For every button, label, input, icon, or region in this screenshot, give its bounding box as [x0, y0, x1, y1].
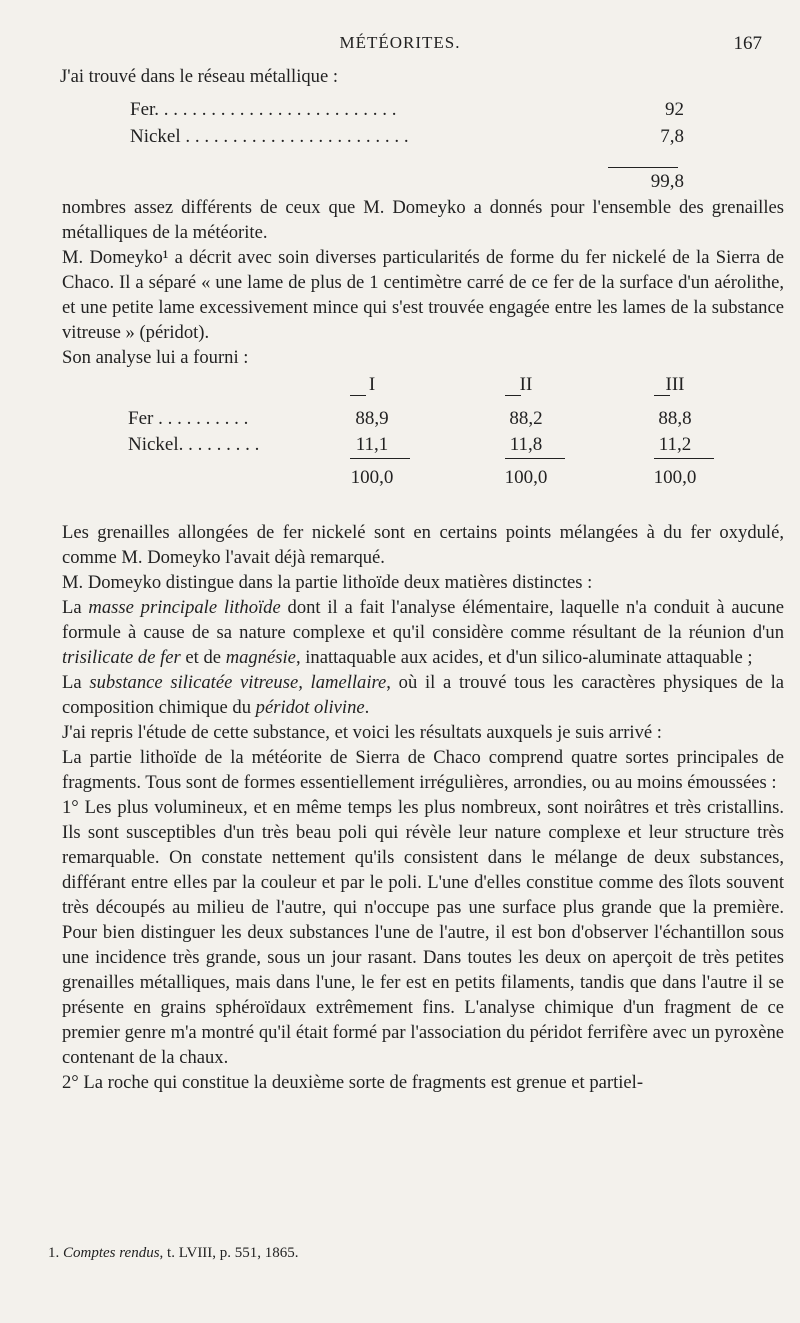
- footnote-citation: , t. LVIII, p. 551, 1865.: [159, 1245, 299, 1261]
- paragraph: [62, 245, 784, 345]
- row-value: 92: [665, 99, 684, 120]
- footnote: [48, 1245, 768, 1262]
- text-span: La: [62, 597, 89, 618]
- table-cell: 88,9: [355, 408, 389, 429]
- text-span: et de: [180, 647, 226, 668]
- italic-term: substance silicatée vitreuse, lamellaire: [89, 672, 387, 693]
- column-header: I: [368, 374, 376, 395]
- table-cell: 11,1: [355, 434, 389, 455]
- italic-term: trisilicate de fer: [62, 647, 181, 668]
- column-header: III: [665, 374, 685, 395]
- total-cell: 100,0: [504, 467, 548, 488]
- sum-rule: [654, 458, 714, 459]
- footnote-mark: 1.: [48, 1245, 60, 1261]
- page-body: [62, 64, 784, 1095]
- table-cell: 11,2: [658, 434, 692, 455]
- text-span: , inattaquable aux acides, et d'un silico-aluminate attaquable ;: [295, 647, 753, 668]
- table-cell: 11,8: [509, 434, 543, 455]
- table-row: [130, 124, 684, 149]
- running-header: [0, 33, 800, 59]
- header-underline: [654, 395, 670, 396]
- paragraph: Les grenailles allongées de fer nickelé sont en certains points mélangées à du fer oxydulé, comme M. Domeyko l'avait déjà remarqué.: [62, 522, 784, 568]
- paragraph: M. Domeyko distingue dans la partie lithoïde deux matières distinctes :: [62, 572, 593, 593]
- text-span: .: [364, 697, 370, 718]
- header-underline: [505, 395, 521, 396]
- paragraph: [62, 670, 784, 720]
- text-span: La: [62, 672, 90, 693]
- page-number: 167: [733, 33, 762, 54]
- italic-term: péridot olivine: [255, 697, 365, 718]
- metal-analysis-table: [62, 97, 784, 195]
- row-label: Fer. . . . . . . . . . . . . . . . . . . . . . . . . .: [130, 99, 397, 120]
- row-label: Fer . . . . . . . . . .: [128, 408, 249, 429]
- italic-term: masse principale lithoïde: [88, 597, 281, 618]
- running-title: MÉTÉORITES.: [339, 33, 461, 52]
- table-cell: 88,2: [509, 408, 543, 429]
- sum-rule: [608, 167, 678, 168]
- sum-rule: [505, 458, 565, 459]
- paragraph-text: M. Domeyko¹ a décrit avec soin diverses particularités de forme du fer nickelé de la Sierra de Chaco. Il a séparé « une lame de plus de 1 centimètre carré de ce fer de la surface d'un aérolithe, et une petite lame excessivement mince qui s'est trouvée engagée entre les lames de la substance vitreuse » (péridot).: [62, 247, 784, 343]
- paragraph: [62, 595, 784, 670]
- row-label: Nickel . . . . . . . . . . . . . . . . . . . . . . . .: [130, 126, 409, 147]
- domeyko-analysis-table: [62, 372, 784, 520]
- paragraph: La partie lithoïde de la météorite de Sierra de Chaco comprend quatre sortes principales de fragments. Tous sont de formes essentiellement irrégulières, arrondies, ou au moins émoussées :: [62, 747, 784, 793]
- row-label: Nickel. . . . . . . . .: [128, 434, 260, 455]
- total-cell: 100,0: [653, 467, 697, 488]
- italic-term: magnésie: [225, 647, 296, 668]
- text-span: , où il a trouvé tous les caractères physiques de la composition chimique du: [62, 672, 784, 718]
- paragraph: nombres assez différents de ceux que M. Domeyko a donnés pour l'ensemble des grenailles métalliques de la météorite.: [62, 197, 784, 243]
- paragraph: 1° Les plus volumineux, et en même temps les plus nombreux, sont noirâtres et très cristallins. Ils sont susceptibles d'un très beau poli qui révèle leur nature complexe et leur structure très remarquable. On constate nettement qu'ils consistent dans le mélange de deux substances, différant entre elles par la couleur et par le poli. L'une d'elles constitue comme des îlots souvent très découpés au milieu de l'autre, qui n'occupe pas une surface plus grande que la première. Pour bien distinguer les deux substances l'une de l'autre, il est bon d'observer l'échantillon sous une incidence très grande, sous un jour rasant. Dans toutes les deux on aperçoit de très petites grenailles métalliques, mais dans l'une, le fer est en petits filaments, tandis que dans l'autre il se présente en grains sphéroïdaux extrêmement fins. L'analyse chimique d'un fragment de ce premier genre m'a montré qu'il était formé par l'association du péridot ferrifère avec un pyroxène contenant de la chaux.: [62, 797, 784, 1068]
- sum-rule: [350, 458, 410, 459]
- header-underline: [350, 395, 366, 396]
- paragraph: 2° La roche qui constitue la deuxième sorte de fragments est grenue et partiel-: [62, 1072, 644, 1093]
- paragraph: Son analyse lui a fourni :: [62, 347, 249, 368]
- table-row: [130, 97, 684, 122]
- intro-paragraph: J'ai trouvé dans le réseau métallique :: [60, 66, 339, 87]
- footnote-source: Comptes rendus: [63, 1245, 160, 1261]
- row-value: 7,8: [660, 126, 684, 147]
- column-header: II: [519, 374, 533, 395]
- table-total-row: [130, 169, 684, 194]
- total-cell: 100,0: [350, 467, 394, 488]
- table-cell: 88,8: [658, 408, 692, 429]
- paragraph: J'ai repris l'étude de cette substance, et voici les résultats auxquels je suis arrivé :: [62, 722, 662, 743]
- total-value: 99,8: [650, 171, 684, 192]
- text-span: dont il a fait l'analyse élémentaire, laquelle n'a conduit à aucune formule à cause de sa nature complexe et qu'il considère comme résultant de la réunion d'un: [62, 597, 785, 643]
